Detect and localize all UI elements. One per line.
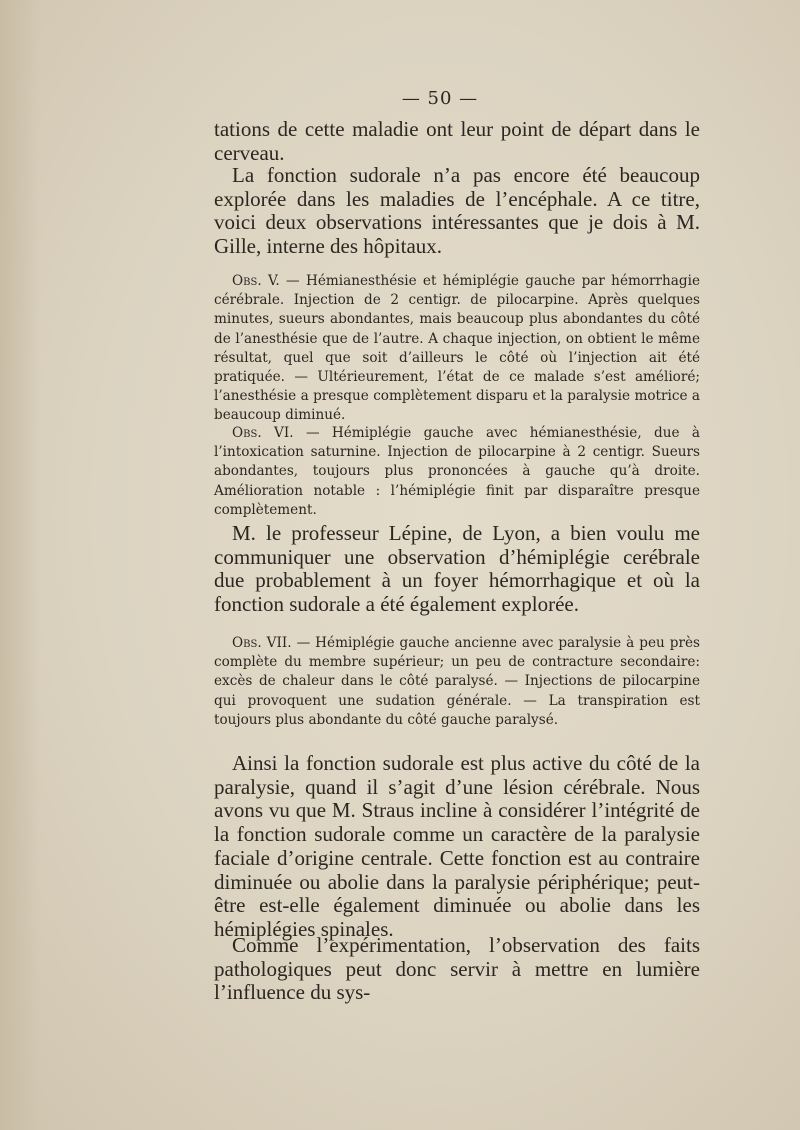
observation-5-text: — Hémianesthésie et hémiplégie gauche par hémorrhagie cérébrale. Injection de 2 centigr. de pilocarpine. Après quelques minutes, sueurs abondantes, mais beaucoup plus abondantes du côté de l’anesthésie que de l’autre. A chaque injection, on obtient le même résultat, quel que soit d’ailleurs le côté où l’injection ait été pratiquée. — Ultérieurement, l’état de ce malade s’est amélioré; l’anesthésie a presque complètement disparu et la paralysie motrice a beaucoup diminué. (214, 273, 701, 424)
observation-7-text: — Hémiplégie gauche ancienne avec paralysie à peu près complète du membre supérieur; un peu de contracture secondaire: excès de chaleur dans le côté paralysé. — Injections de pilocarpine qui provoquent une sudation générale. — La transpiration est toujours plus abondante du côté gauche paralysé. (214, 635, 700, 728)
paragraph-final: Comme l’expérimentation, l’observation des faits pathologiques peut donc servir à mettre en lumière l’influence du sys- (214, 933, 700, 1005)
paragraph-conclusion: Ainsi la fonction sudorale est plus active du côté de la paralysie, quand il s’agit d’une lésion cérébrale. Nous avons vu que M. Straus incline à considérer l’intégrité de la fonction sudorale comme un caractère de la paralysie faciale d’origine centrale. Cette fonction est au contraire diminuée ou abolie dans la paralysie périphérique; peut-être est-elle également diminuée ou abolie dans les hémiplégies spinales. (214, 751, 700, 941)
observation-7-label: Obs. VII. (232, 635, 292, 651)
page-edge-shadow (0, 0, 40, 1130)
paragraph-continuation: tations de cette maladie ont leur point de départ dans le cerveau. (214, 117, 700, 165)
page-number: — 50 — (401, 88, 479, 109)
paragraph-sweat-function-intro: La fonction sudorale n’a pas encore été beaucoup explorée dans les maladies de l’encéphale. A ce titre, voici deux observations intéressantes que je dois à M. Gille, interne des hôpitaux. (214, 163, 700, 259)
paragraph-lepine: M. le professeur Lépine, de Lyon, a bien voulu me communiquer une observation d’hémiplégie cerébrale due probablement à un foyer hémorrhagique et où la fonction sudorale a été également explorée. (214, 521, 700, 617)
observation-5-label: Obs. V. (232, 273, 280, 289)
observation-6 (214, 424, 700, 520)
observation-5 (214, 272, 700, 426)
observation-7 (214, 634, 700, 730)
observation-6-label: Obs. VI. (232, 425, 294, 441)
observation-6-text: — Hémiplégie gauche avec hémianesthésie, due à l’intoxication saturnine. Injection de pilocarpine à 2 centigr. Sueurs abondantes, toujours plus prononcées à gauche qu’à droite. Amélioration notable : l’hémiplégie finit par disparaître presque complètement. (214, 425, 701, 518)
